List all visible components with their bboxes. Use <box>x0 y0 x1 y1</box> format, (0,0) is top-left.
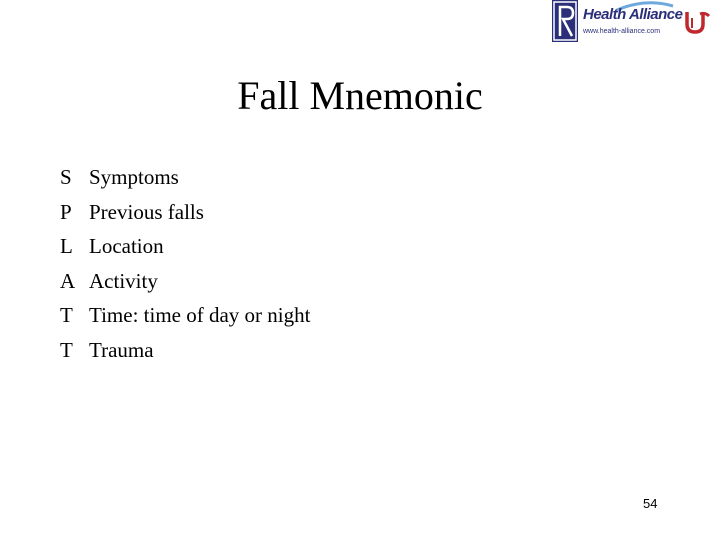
mnemonic-text: Activity <box>89 268 158 293</box>
list-item <box>60 160 310 195</box>
health-alliance-r-logo-icon <box>552 0 578 42</box>
mnemonic-list <box>60 160 310 367</box>
list-item <box>60 333 310 368</box>
list-item <box>60 298 310 333</box>
list-item <box>60 229 310 264</box>
mnemonic-text: Location <box>89 234 164 258</box>
slide-title: Fall Mnemonic <box>237 73 483 118</box>
list-item <box>60 264 310 299</box>
mnemonic-text: Symptoms <box>89 165 179 189</box>
mnemonic-letter: T <box>60 303 73 327</box>
mnemonic-text: Time: time of day or night <box>89 303 311 327</box>
mnemonic-letter: L <box>60 234 73 258</box>
page-number: 54 <box>643 496 658 511</box>
mnemonic-letter: T <box>60 337 73 362</box>
uc-logo-icon <box>683 8 711 36</box>
mnemonic-letter: S <box>60 165 72 189</box>
health-alliance-logo-text: Health Alliance <box>583 6 683 23</box>
mnemonic-letter: A <box>60 268 76 293</box>
health-alliance-url: www.health-alliance.com <box>583 28 661 35</box>
mnemonic-text: Trauma <box>89 337 154 362</box>
list-item <box>60 195 310 230</box>
mnemonic-text: Previous falls <box>89 199 204 224</box>
mnemonic-letter: P <box>60 199 72 224</box>
